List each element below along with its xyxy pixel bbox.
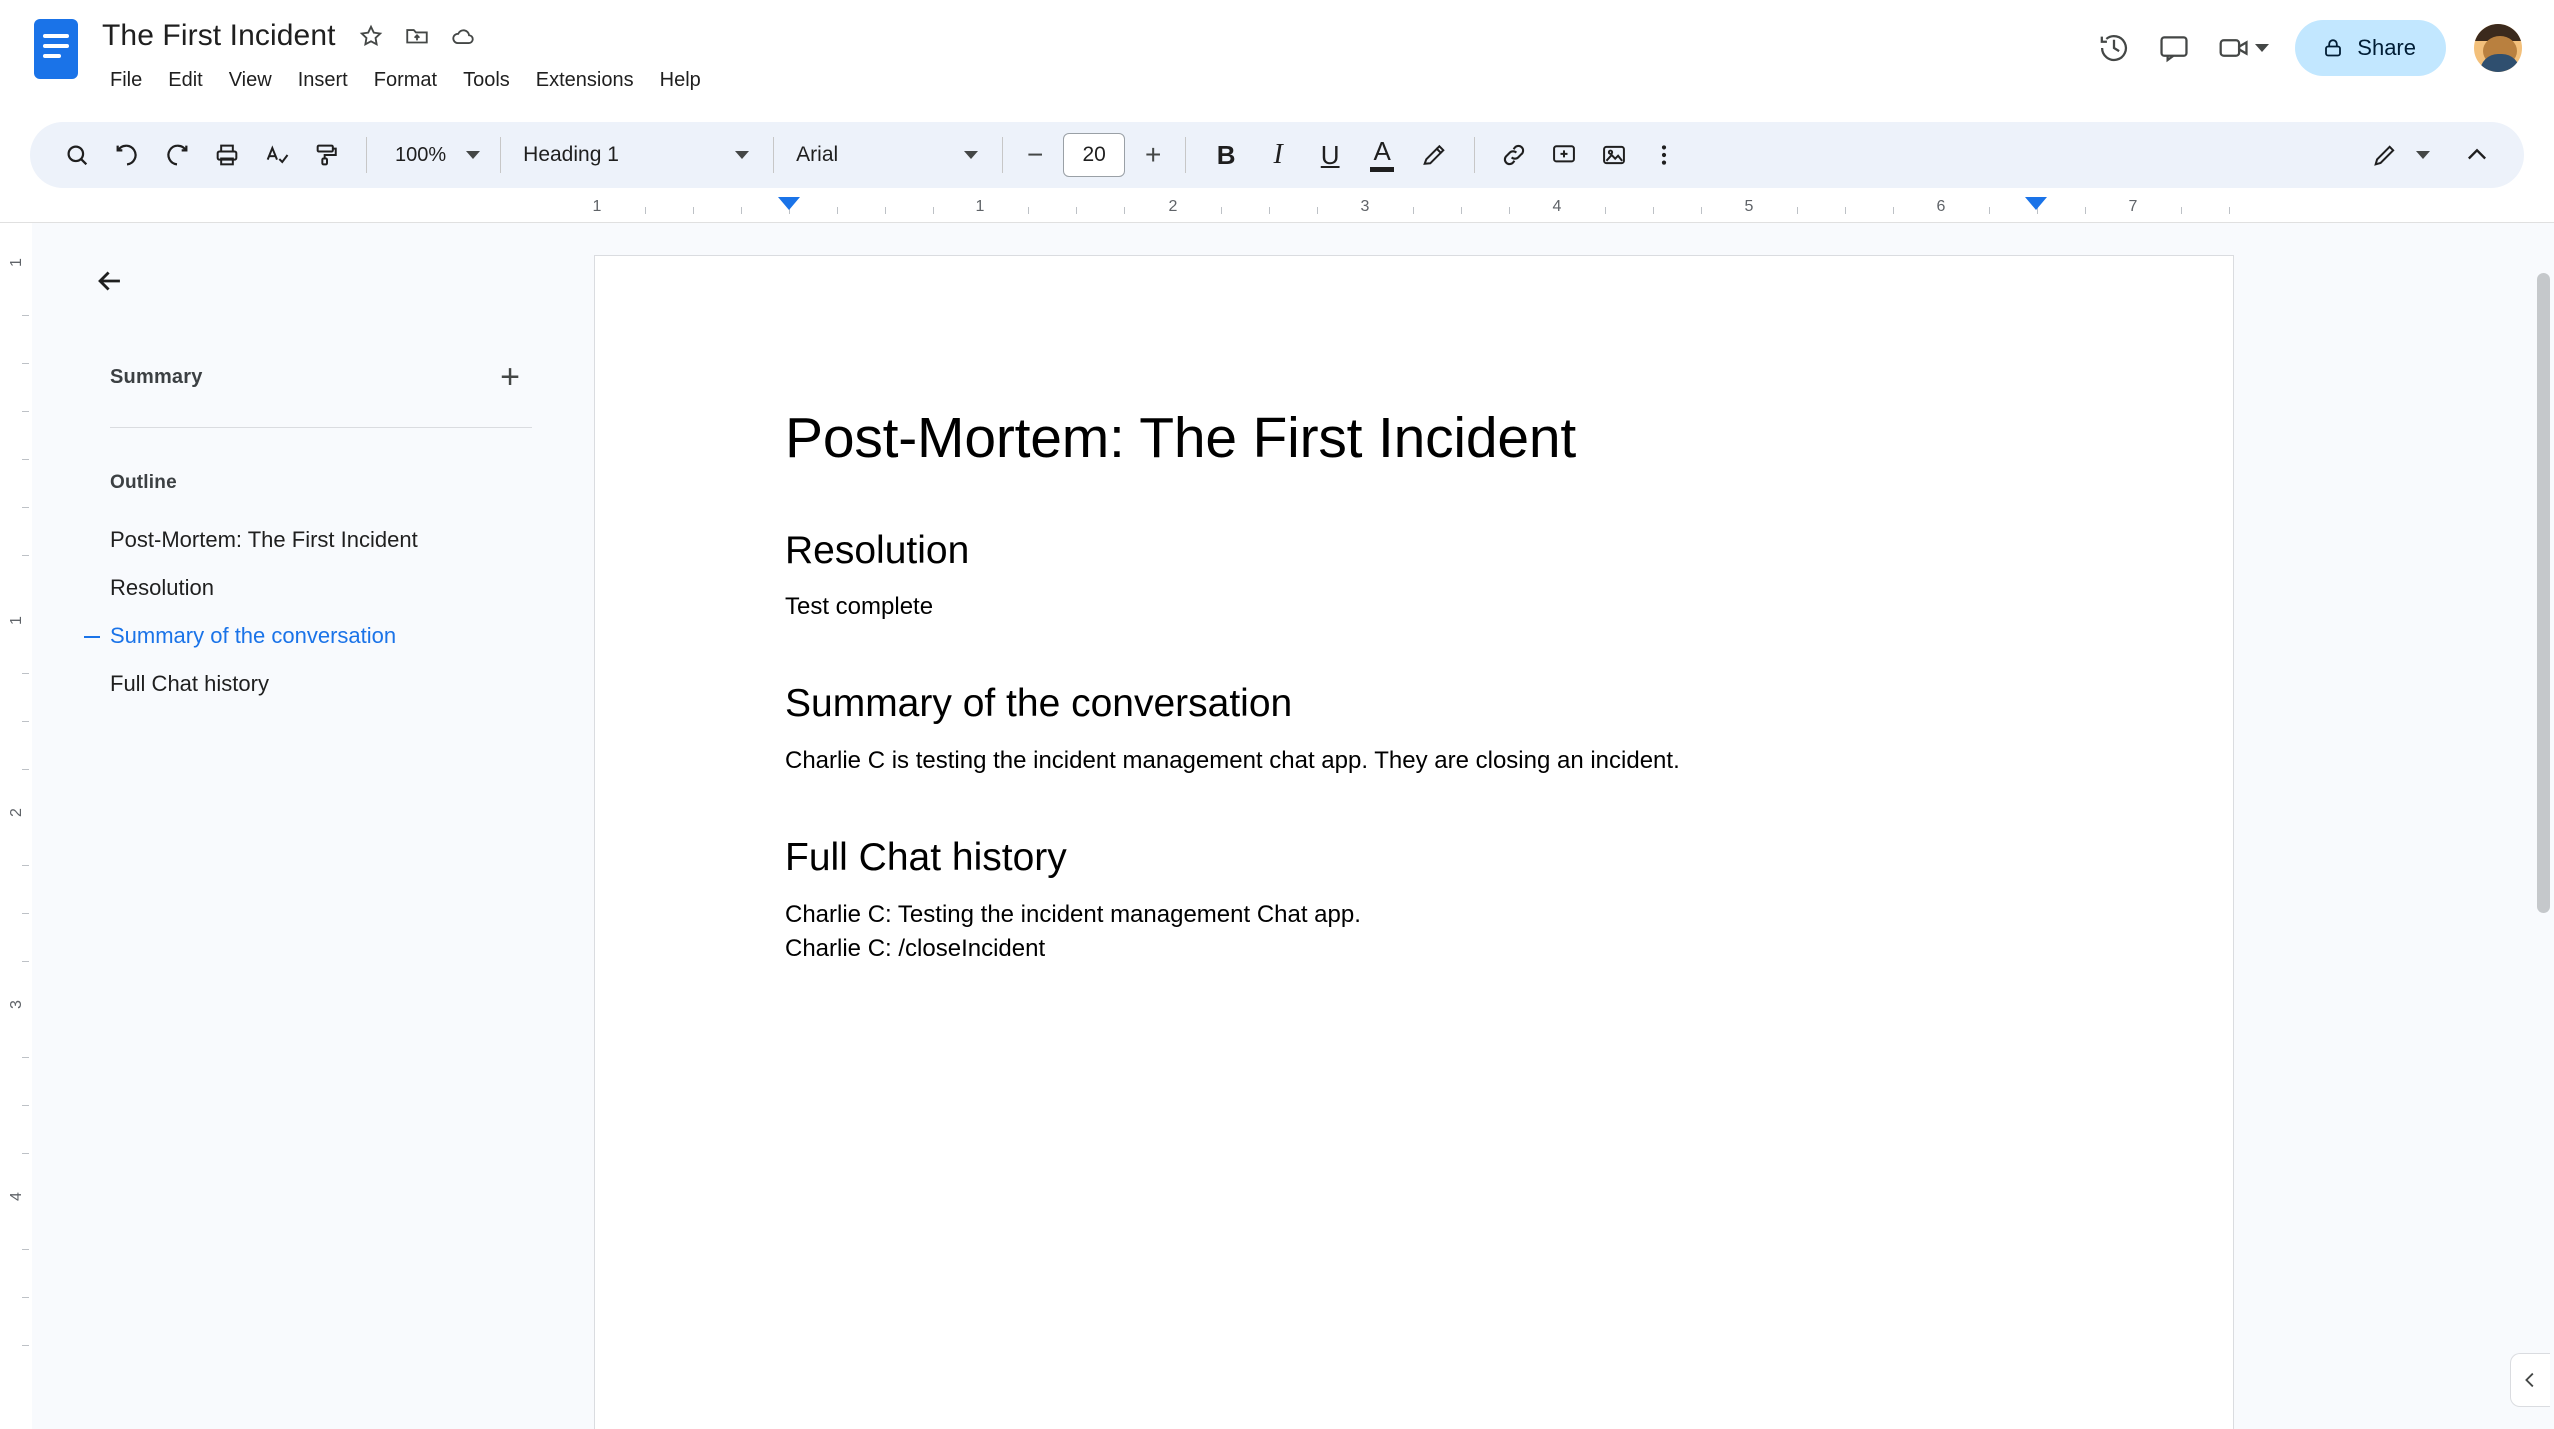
chevron-down-icon[interactable] <box>466 151 480 159</box>
outline-item-resolution[interactable]: Resolution <box>110 575 214 600</box>
menu-bar <box>102 65 714 96</box>
chevron-down-icon[interactable] <box>964 151 978 159</box>
ruler-ticks <box>0 188 2554 222</box>
undo-icon[interactable] <box>102 130 152 180</box>
title-and-menu <box>102 14 714 96</box>
menu-item-tools[interactable]: Tools <box>463 69 510 91</box>
summary-label: Summary <box>110 365 203 388</box>
toolbar-divider <box>773 137 774 173</box>
cloud-saved-icon[interactable] <box>450 23 476 49</box>
paragraph-resolution-1: Test complete <box>785 593 934 621</box>
font-size-input[interactable] <box>1063 133 1125 177</box>
menu-item-format[interactable]: Format <box>373 69 438 91</box>
add-comment-icon[interactable] <box>1539 130 1589 180</box>
menu-item-view[interactable]: View <box>228 69 272 91</box>
paragraph-chat-1: Charlie C: Testing the incident management Chat app. <box>785 900 1361 928</box>
toolbar-divider <box>1002 137 1003 173</box>
zoom-value: 100% <box>395 143 447 166</box>
search-icon[interactable] <box>52 130 102 180</box>
back-arrow-icon[interactable] <box>82 253 138 309</box>
move-to-folder-icon[interactable] <box>404 23 430 49</box>
outline-label: Outline <box>110 472 177 493</box>
formatting-toolbar <box>30 122 2524 188</box>
ruler-number: 1 <box>592 198 602 215</box>
ruler-number: 6 <box>1936 198 1946 215</box>
menu-item-extensions[interactable]: Extensions <box>535 69 634 91</box>
document-title[interactable]: The First Incident <box>102 19 336 52</box>
star-icon[interactable] <box>358 23 384 49</box>
italic-label: I <box>1273 139 1283 170</box>
app-header <box>0 0 2554 122</box>
insert-image-icon[interactable] <box>1589 130 1639 180</box>
editing-mode-selector[interactable] <box>2360 130 2430 180</box>
outline-list <box>32 516 592 708</box>
vruler-number: 1 <box>8 616 25 625</box>
meet-camera-icon[interactable] <box>2217 31 2251 65</box>
document-title-heading: Post-Mortem: The First Incident <box>785 406 1576 470</box>
chevron-down-icon[interactable] <box>735 151 749 159</box>
meet-camera-group[interactable] <box>2217 31 2269 65</box>
spellcheck-icon[interactable] <box>252 130 302 180</box>
ruler-number: 4 <box>1552 198 1562 215</box>
increase-font-size-button[interactable]: + <box>1144 139 1162 170</box>
vruler-number: 2 <box>8 808 25 817</box>
title-row <box>102 14 714 58</box>
version-history-icon[interactable] <box>2097 31 2131 65</box>
editor-main <box>0 222 2554 1429</box>
toolbar-right-group <box>2360 130 2502 180</box>
chevron-down-icon[interactable] <box>2255 44 2269 52</box>
bold-label: B <box>1216 139 1236 170</box>
left-indent-marker[interactable] <box>778 197 800 210</box>
header-actions <box>2097 20 2524 76</box>
font-size-group <box>1017 133 1171 177</box>
share-button[interactable] <box>2295 20 2446 76</box>
insert-link-icon[interactable] <box>1489 130 1539 180</box>
underline-label: U <box>1320 139 1340 170</box>
comment-icon[interactable] <box>2157 31 2191 65</box>
toolbar-divider <box>1185 137 1186 173</box>
italic-button[interactable] <box>1252 129 1304 181</box>
horizontal-ruler[interactable] <box>0 188 2554 222</box>
paragraph-summary-1: Charlie C is testing the incident management chat app. They are closing an incident. <box>785 746 1680 774</box>
heading-full-chat-history: Full Chat history <box>785 835 1067 879</box>
menu-item-file[interactable]: File <box>110 69 143 91</box>
user-avatar[interactable] <box>2472 22 2524 74</box>
hide-menus-chevron-icon[interactable] <box>2452 130 2502 180</box>
vertical-scrollbar[interactable] <box>2532 223 2554 1429</box>
text-color-icon <box>1370 138 1394 172</box>
document-canvas <box>592 223 2554 1429</box>
document-page[interactable] <box>594 255 2234 1429</box>
heading-resolution: Resolution <box>785 528 970 572</box>
ruler-number: 3 <box>1360 198 1370 215</box>
vruler-number: 1 <box>8 258 25 267</box>
font-family-value: Arial <box>796 143 839 166</box>
title-icon-group <box>358 23 476 49</box>
bold-button[interactable] <box>1200 129 1252 181</box>
more-options-icon[interactable] <box>1639 130 1689 180</box>
chevron-down-icon[interactable] <box>2416 151 2430 159</box>
redo-icon[interactable] <box>152 130 202 180</box>
highlight-pen-icon[interactable] <box>1408 129 1460 181</box>
paragraph-style-selector[interactable] <box>515 130 759 180</box>
paint-format-icon[interactable] <box>302 130 352 180</box>
paragraph-style-value: Heading 1 <box>523 143 619 166</box>
outline-item-full-chat-history[interactable]: Full Chat history <box>110 671 269 696</box>
docs-logo-icon[interactable] <box>26 18 86 96</box>
ruler-number: 7 <box>2128 198 2138 215</box>
underline-button[interactable] <box>1304 129 1356 181</box>
toolbar-divider <box>366 137 367 173</box>
menu-item-help[interactable]: Help <box>659 69 701 91</box>
text-color-button[interactable] <box>1356 129 1408 181</box>
menu-item-edit[interactable]: Edit <box>168 69 203 91</box>
outline-item-post-mortem[interactable]: Post-Mortem: The First Incident <box>110 527 418 552</box>
vertical-scrollbar-thumb[interactable] <box>2537 273 2550 913</box>
outline-sidebar <box>32 223 592 1429</box>
font-family-selector[interactable] <box>788 130 988 180</box>
editing-mode-pencil-icon[interactable] <box>2360 130 2410 180</box>
summary-header <box>110 355 532 399</box>
ruler-number: 2 <box>1168 198 1178 215</box>
text-color-letter: A <box>1373 136 1391 166</box>
vruler-number: 3 <box>8 1000 25 1009</box>
vruler-number: 4 <box>8 1192 25 1201</box>
decrease-font-size-button[interactable]: − <box>1026 139 1044 170</box>
heading-summary-of-the-conversation: Summary of the conversation <box>785 682 1293 726</box>
toolbar-divider <box>500 137 501 173</box>
outline-item-summary-of-the-conversation[interactable]: Summary of the conversation <box>32 612 592 660</box>
right-indent-marker[interactable] <box>2025 197 2047 210</box>
menu-item-insert[interactable]: Insert <box>297 69 348 91</box>
vertical-ruler[interactable] <box>0 223 32 1429</box>
print-icon[interactable] <box>202 130 252 180</box>
ruler-number: 1 <box>975 198 985 215</box>
toolbar-container <box>0 122 2554 188</box>
sidebar-divider <box>110 427 532 428</box>
add-summary-plus-icon[interactable]: + <box>500 357 520 396</box>
zoom-selector[interactable] <box>381 130 486 180</box>
share-label: Share <box>2357 35 2416 60</box>
ruler-number: 5 <box>1744 198 1754 215</box>
paragraph-chat-2: Charlie C: /closeIncident <box>785 935 1046 963</box>
toolbar-divider <box>1474 137 1475 173</box>
expand-left-chevron-icon[interactable] <box>2510 1353 2550 1407</box>
